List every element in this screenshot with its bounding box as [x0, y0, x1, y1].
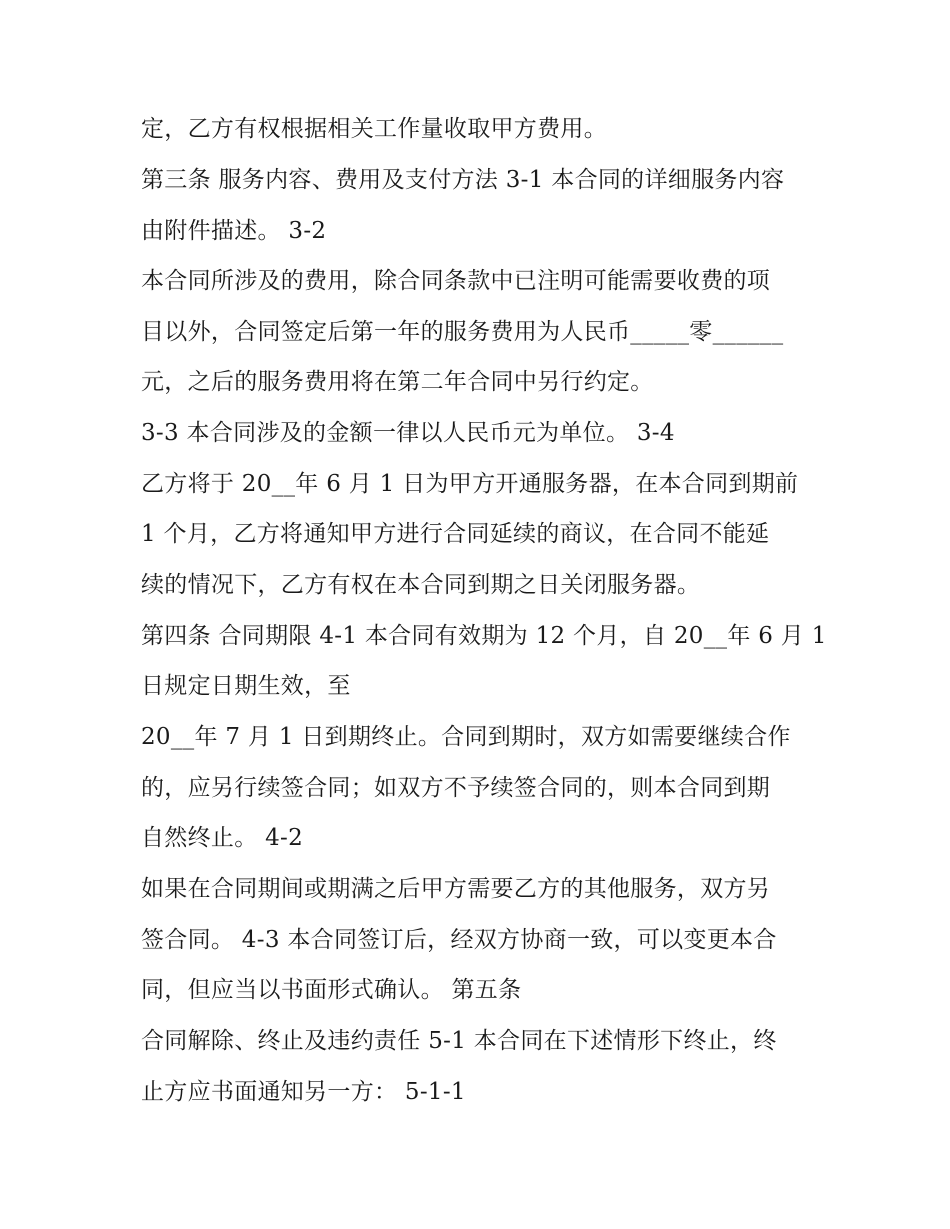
text-line: 1 个月，乙方将通知甲方进行合同延续的商议，在合同不能延 — [141, 521, 770, 547]
text-line: 续的情况下，乙方有权在本合同到期之日关闭服务器。 — [141, 572, 701, 598]
text-line: 同，但应当以书面形式确认。 第五条 — [141, 977, 522, 1003]
text-line: 20__年 7 月 1 日到期终止。合同到期时，双方如需要继续合作 — [141, 724, 791, 750]
text-line: 自然终止。 4-2 — [141, 825, 304, 851]
text-line: 如果在合同期间或期满之后甲方需要乙方的其他服务，双方另 — [141, 876, 771, 902]
text-line: 签合同。 4-3 本合同签订后，经双方协商一致，可以变更本合 — [141, 927, 777, 953]
text-line: 乙方将于 20__年 6 月 1 日为甲方开通服务器，在本合同到期前 — [141, 471, 799, 497]
text-line: 的，应另行续签合同；如双方不予续签合同的，则本合同到期 — [141, 775, 771, 801]
text-line: 定，乙方有权根据相关工作量收取甲方费用。 — [141, 116, 607, 142]
text-line: 日规定日期生效，至 — [141, 673, 351, 699]
text-line: 由附件描述。 3-2 — [141, 218, 327, 244]
text-line: 本合同所涉及的费用，除合同条款中已注明可能需要收费的项 — [141, 268, 771, 294]
text-line: 目以外，合同签定后第一年的服务费用为人民币_____零______ — [141, 319, 784, 345]
text-line: 第四条 合同期限 4-1 本合同有效期为 12 个月，自 20__年 6 月 1 — [141, 623, 827, 649]
text-line: 第三条 服务内容、费用及支付方法 3-1 本合同的详细服务内容 — [141, 167, 785, 193]
text-line: 合同解除、终止及违约责任 5-1 本合同在下述情形下终止，终 — [141, 1028, 777, 1054]
text-line: 3-3 本合同涉及的金额一律以人民币元为单位。 3-4 — [141, 420, 675, 446]
text-line: 止方应书面通知另一方： 5-1-1 — [141, 1079, 466, 1105]
text-line: 元，之后的服务费用将在第二年合同中另行约定。 — [141, 369, 654, 395]
